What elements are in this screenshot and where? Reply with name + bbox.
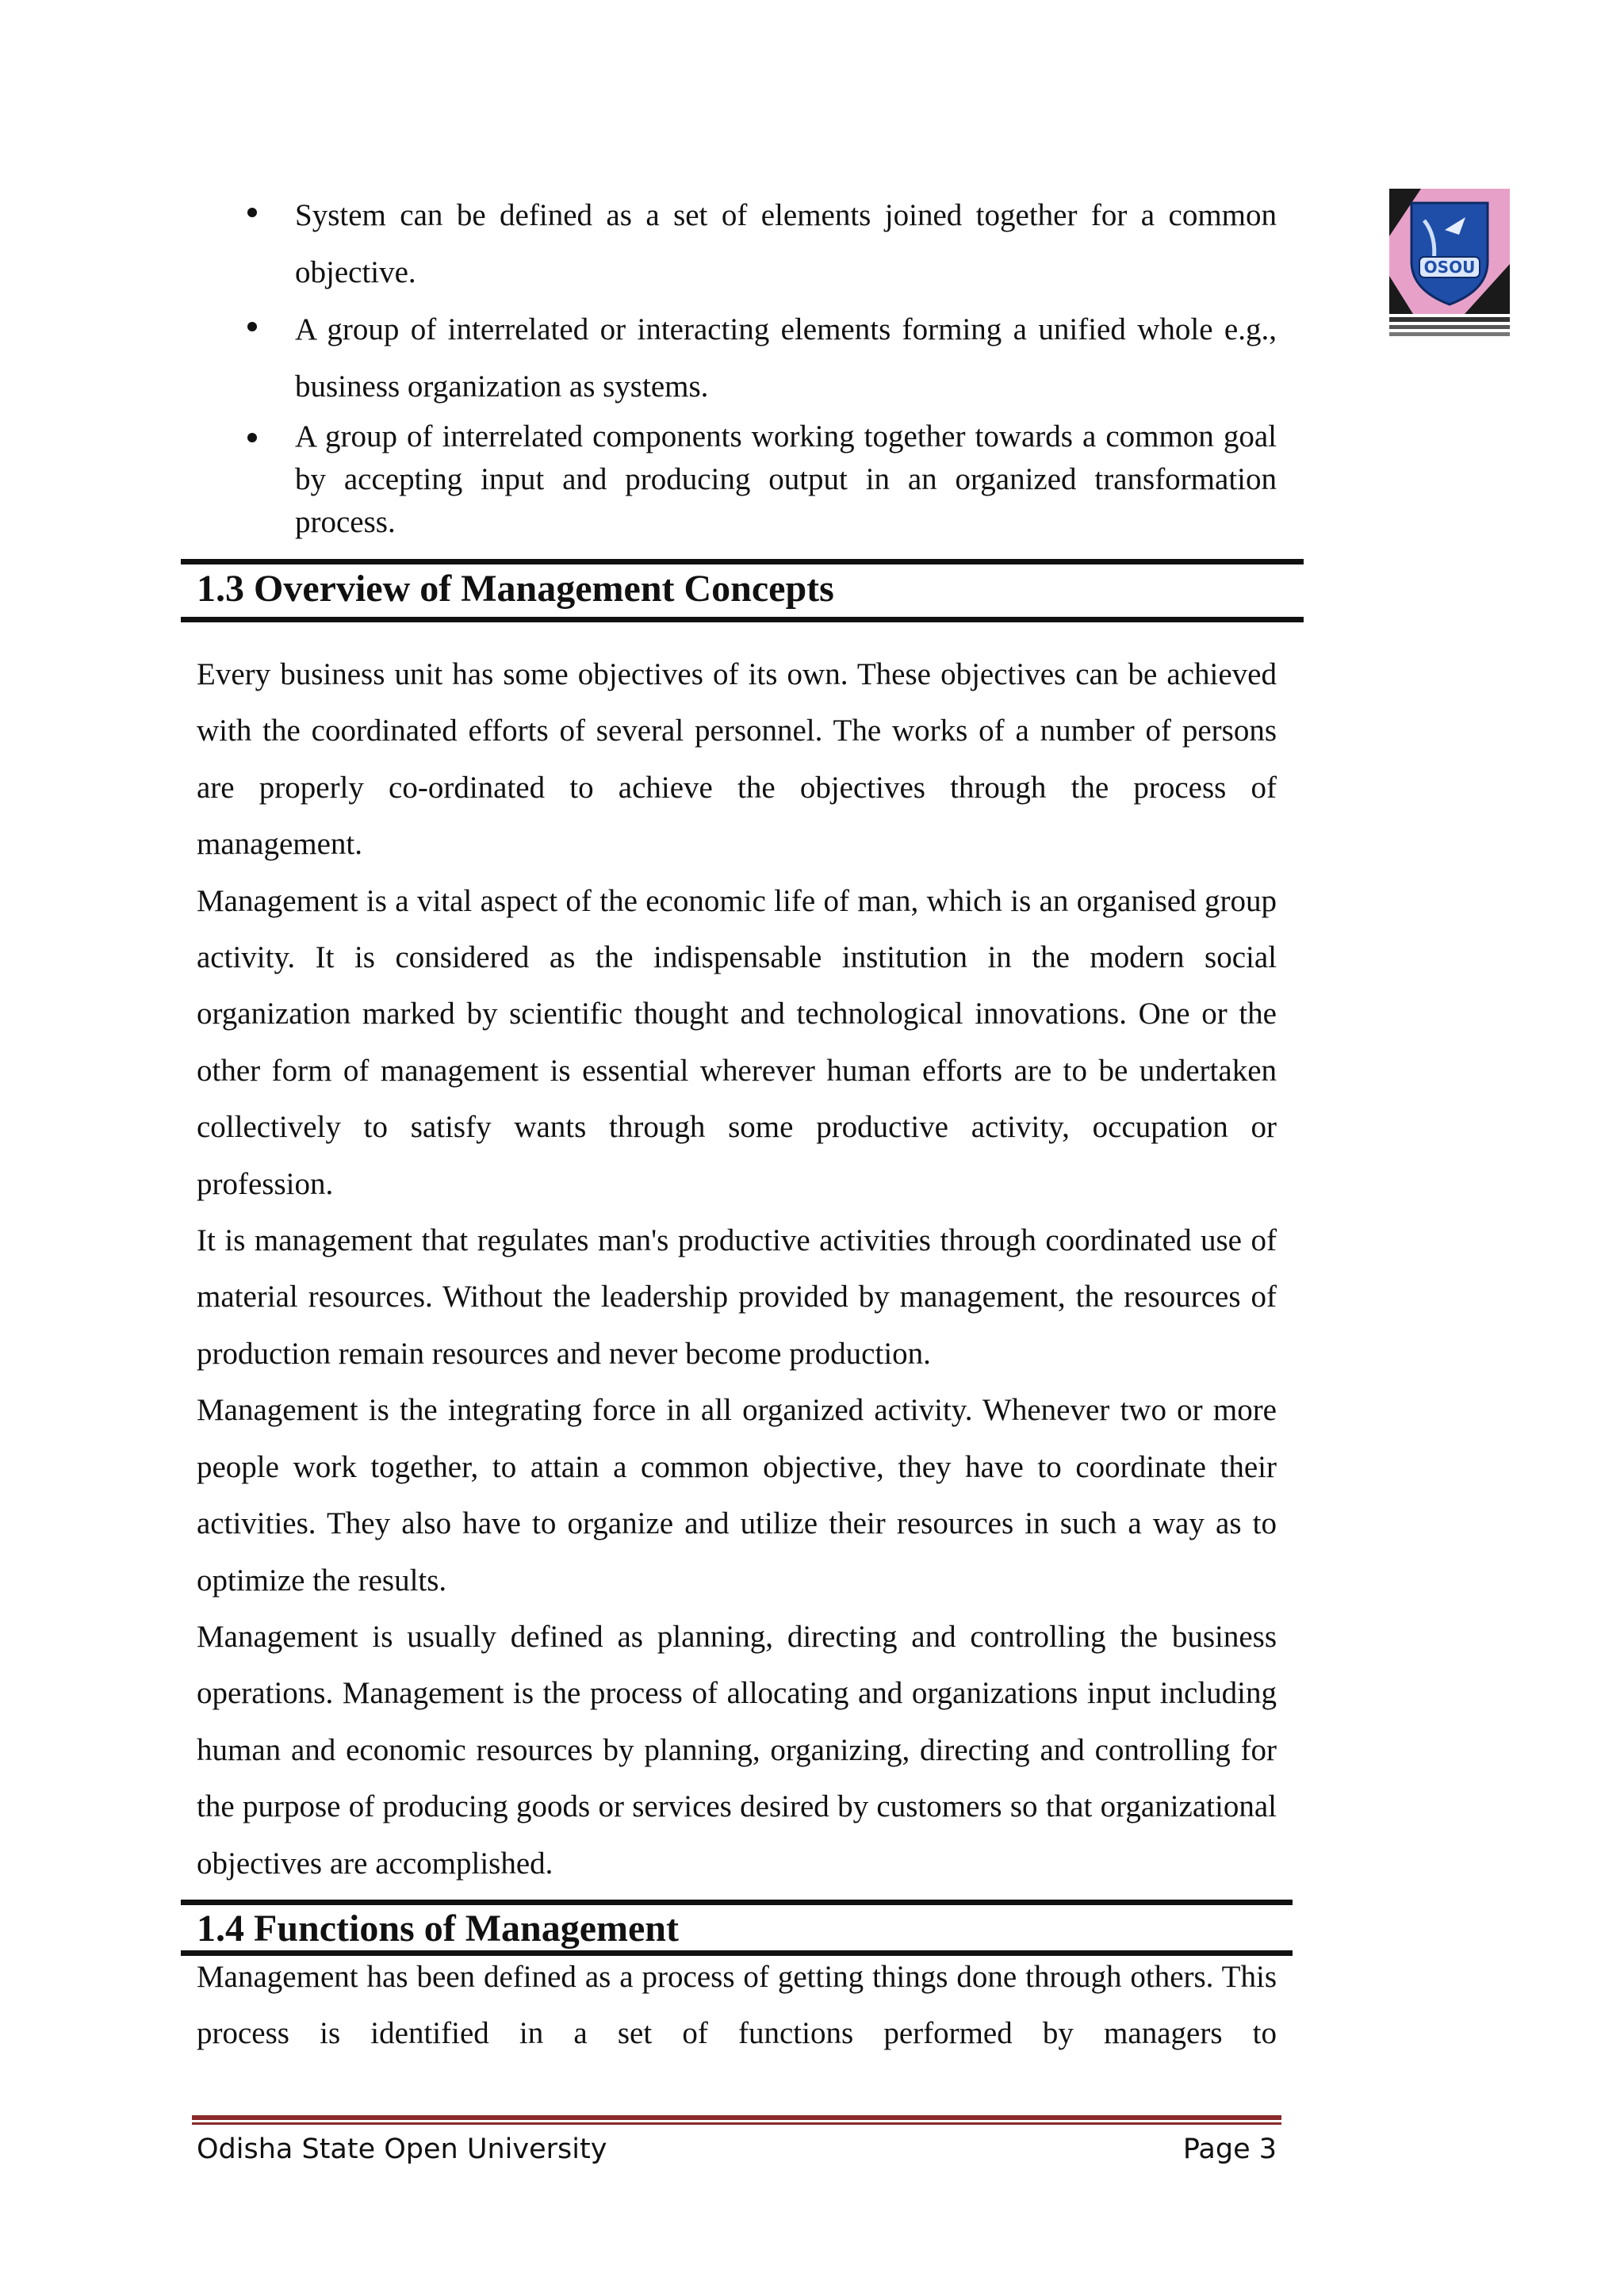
footer-university: Odisha State Open University [197,2133,607,2165]
paragraph: It is management that regulates man's productive activities through coordinated use of material resources. Without the leadership provided by management, the resources of production remain resources and never become production. [197,1223,1277,1371]
paragraph: Management has been defined as a process of getting things done through others. This process is identified in a set of functions performed by managers to [197,1960,1277,2050]
paragraph: Every business unit has some objectives of its own. These objectives can be achieved with the coordinated efforts of several personnel. The works of a number of persons are properly co-ordinated to achieve the objectives through the process of management. [197,657,1277,862]
section-1-3-body [197,646,1277,1892]
section-heading-1-3 [181,559,1304,622]
paragraph: Management is usually defined as planning, directing and controlling the business operations. Management is the process of allocating and organizations input including human and economic resources by planning, organizing, directing and controlling for the purpose of producing goods or services desired by customers so that organizational objectives are accomplished. [197,1619,1277,1881]
heading-rule-top [181,559,1304,564]
system-definition-list [238,187,1277,544]
section-title: 1.3 Overview of Management Concepts [197,568,834,610]
paragraph: Management is the integrating force in all organized activity. Whenever two or more people work together, to attain a common objective, they have to coordinate their activities. They also have to organize and utilize their resources in such a way as to optimize the results. [197,1393,1277,1598]
list-item: System can be defined as a set of elements joined together for a common objective. [238,187,1277,301]
footer-rule-thin [192,2122,1281,2125]
footer-rule [192,2115,1281,2120]
heading-rule-top [181,1900,1293,1905]
bullet-icon [247,322,257,331]
heading-rule-bottom [181,617,1304,622]
osou-logo-icon [1389,189,1510,338]
university-logo [1389,189,1510,338]
section-title: 1.4 Functions of Management [197,1908,679,1950]
list-item: A group of interrelated components working together towards a common goal by accepting input and producing output in an organized transformation process. [238,415,1277,544]
svg-text:OSOU: OSOU [1423,258,1476,277]
section-1-4-body [197,1949,1277,2061]
bullet-icon [247,433,257,442]
paragraph: Management is a vital aspect of the economic life of man, which is an organised group activity. It is considered as the indispensable institution in the modern social organization marked by scientific thought and technological innovations. One or the other form of management is essential wherever human efforts are to be undertaken collectively to satisfy wants through some productive activity, occupation or profession. [197,883,1277,1201]
page-number: Page 3 [1182,2133,1277,2165]
bullet-icon [247,208,257,217]
list-item: A group of interrelated or interacting elements forming a unified whole e.g., business organization as systems. [238,301,1277,415]
